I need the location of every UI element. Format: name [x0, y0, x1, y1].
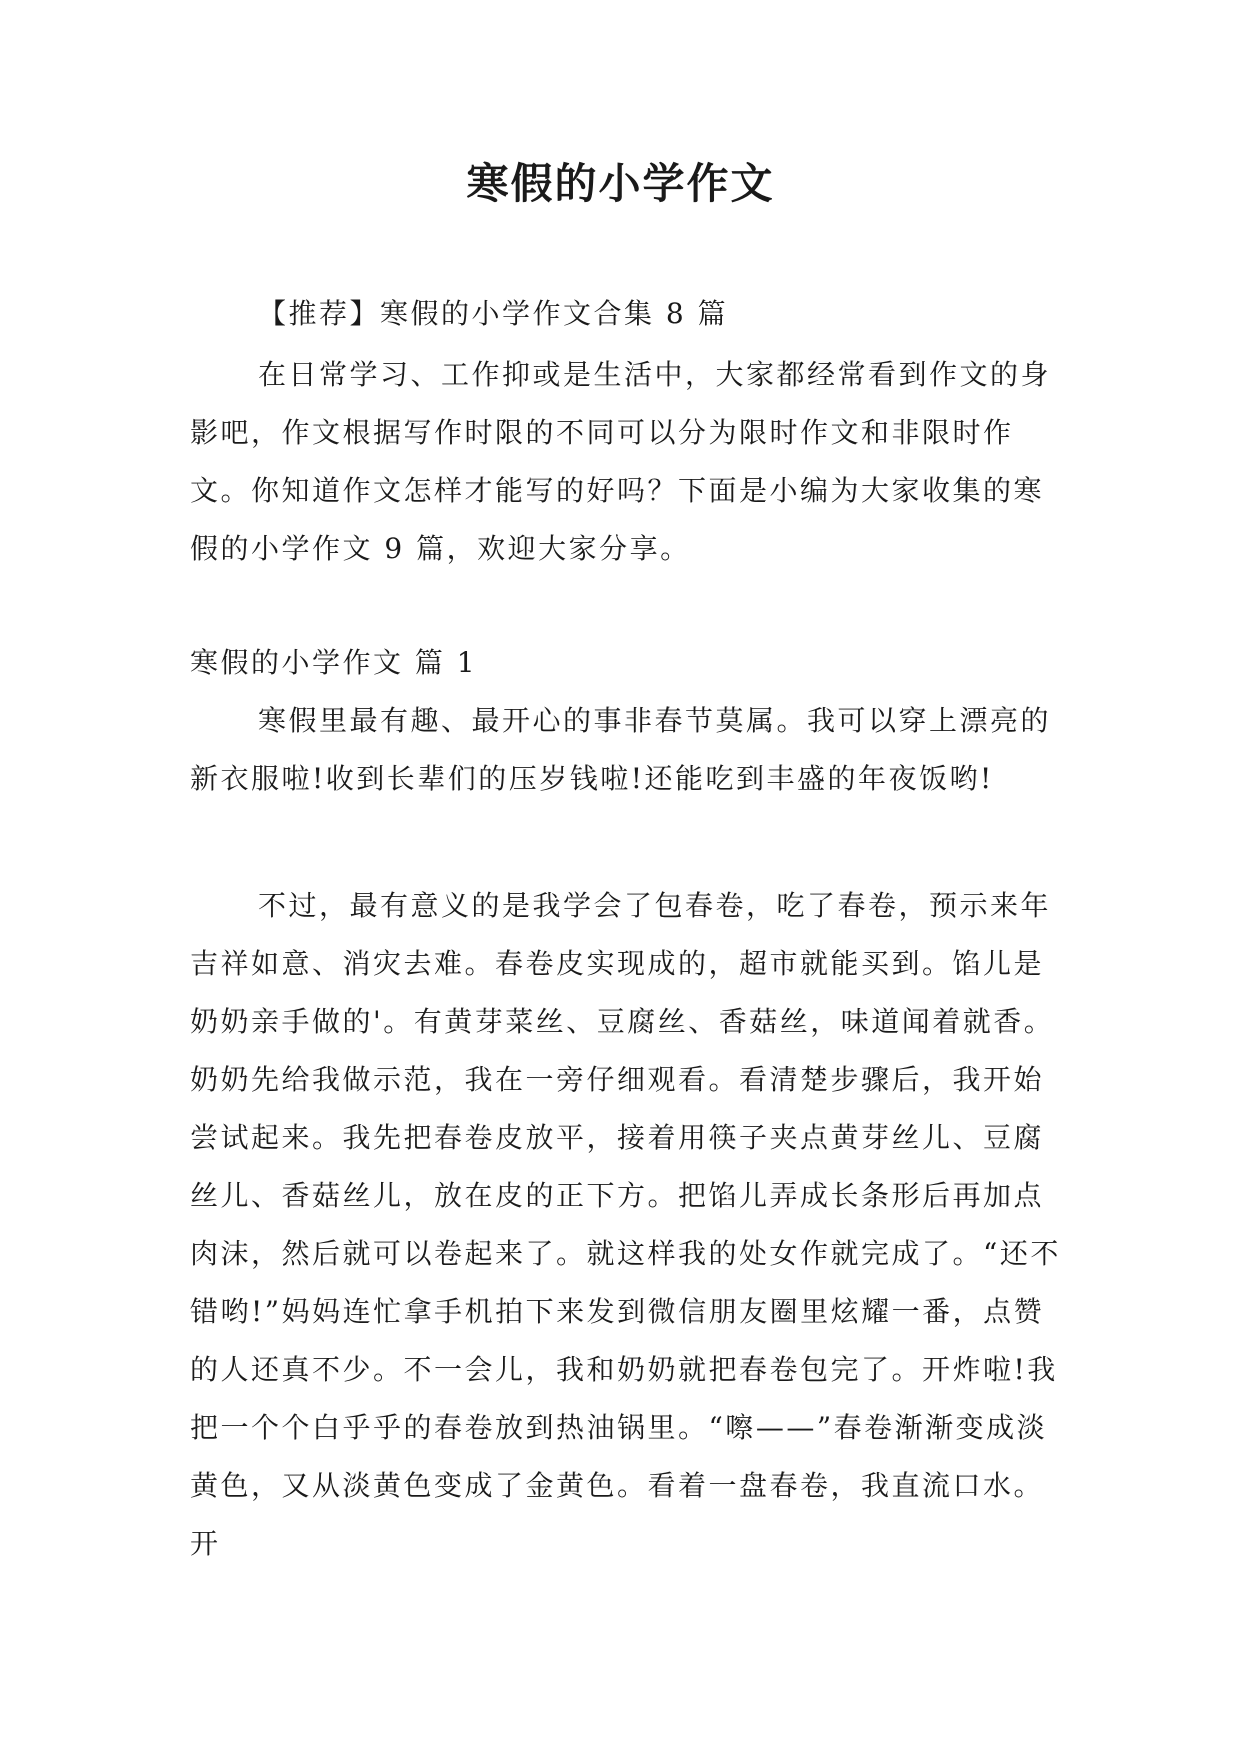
- section-title: 寒假的小学作文 篇 1: [190, 646, 478, 679]
- intro-heading: 【推荐】寒假的小学作文合集 8 篇: [258, 297, 729, 330]
- section-paragraph: 寒假里最有趣、最开心的事非春节莫属。我可以穿上漂亮的新衣服啦!收到长辈们的压岁钱啦!还能吃到丰盛的年夜饭哟!: [190, 704, 1052, 795]
- document-title: 寒假的小学作文: [466, 159, 775, 208]
- section-paragraph: 不过，最有意义的是我学会了包春卷，吃了春卷，预示来年吉祥如意、消灾去难。春卷皮实现成的，超市就能买到。馅儿是奶奶亲手做的'。有黄芽菜丝、豆腐丝、香菇丝，味道闻着就香。奶奶先给我做示范，我在一旁仔细观看。看清楚步骤后，我开始尝试起来。我先把春卷皮放平，接着用筷子夹点黄芽丝儿、豆腐丝儿、香菇丝儿，放在皮的正下方。把馅儿弄成长条形后再加点肉沫，然后就可以卷起来了。就这样我的处女作就完成了。“还不错哟!”妈妈连忙拿手机拍下来发到微信朋友圈里炫耀一番，点赞的人还真不少。不一会儿，我和奶奶就把春卷包完了。开炸啦!我把一个个白乎乎的春卷放到热油锅里。“嚓——”春卷渐渐变成淡黄色，又从淡黄色变成了金黄色。看着一盘春卷，我直流口水。开: [190, 889, 1061, 1560]
- intro-paragraph: 在日常学习、工作抑或是生活中，大家都经常看到作文的身影吧，作文根据写作时限的不同可以分为限时作文和非限时作文。你知道作文怎样才能写的好吗？下面是小编为大家收集的寒假的小学作文 9 篇，欢迎大家分享。: [190, 358, 1052, 565]
